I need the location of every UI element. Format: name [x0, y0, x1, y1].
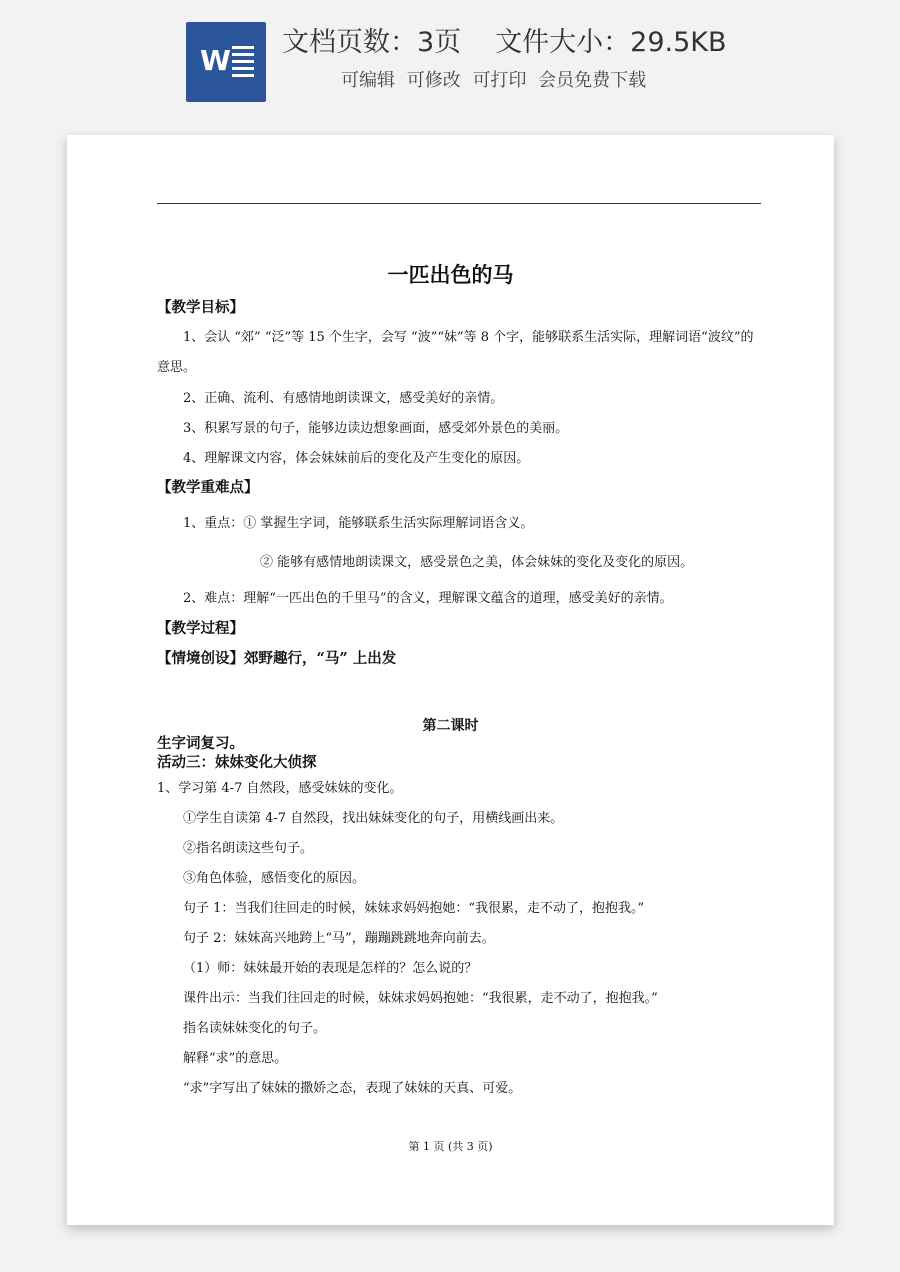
document-page: [67, 135, 834, 1225]
document-title: 一匹出色的马: [387, 262, 514, 287]
page-count: 文档页数：3页: [282, 27, 462, 58]
courseware-display: 课件出示：当我们往回走的时候，妹妹求妈妈抱她：“我很累，走不动了，抱抱我。”: [183, 991, 658, 1006]
sentence-1: 句子 1：当我们往回走的时候，妹妹求妈妈抱她：“我很累，走不动了，抱抱我。”: [183, 901, 645, 916]
feature-list: 可编辑 可修改 可打印 会员免费下载: [341, 70, 647, 91]
word-document-icon: [186, 22, 266, 102]
word-logo-letter: W: [200, 44, 231, 77]
page-footer: 第 1 页 (共 3 页): [408, 1140, 493, 1153]
lesson-heading: 第二课时: [422, 718, 479, 734]
sentence-2: 句子 2：妹妹高兴地跨上“马”，蹦蹦跳跳地奔向前去。: [183, 931, 495, 946]
step-1a: ①学生自读第 4-7 自然段，找出妹妹变化的句子，用横线画出来。: [183, 811, 564, 826]
header-banner: [0, 0, 900, 120]
key-point-2: 2、难点：理解“一匹出色的千里马”的含义，理解课文蕴含的道理，感受美好的亲情。: [183, 591, 673, 606]
activity-heading: 活动三：妹妹变化大侦探: [157, 754, 317, 771]
step-1c: ③角色体验，感悟变化的原因。: [183, 871, 366, 886]
file-size: 文件大小：29.5KB: [495, 27, 727, 58]
explanation-text: “求”字写出了妹妹的撒娇之态，表现了妹妹的天真、可爱。: [183, 1081, 522, 1096]
goal-3: 3、积累写景的句子，能够边读边想象画面，感受郊外景色的美丽。: [183, 421, 569, 436]
heading-goals: 【教学目标】: [157, 299, 244, 316]
heading-process: 【教学过程】: [157, 620, 244, 637]
heading-key-points: 【教学重难点】: [157, 479, 259, 496]
read-instruction: 指名读妹妹变化的句子。: [183, 1021, 327, 1036]
heading-scene: 【情境创设】郊野趣行，“马” 上出发: [157, 650, 397, 667]
goal-4: 4、理解课文内容，体会妹妹前后的变化及产生变化的原因。: [183, 451, 530, 466]
goal-2: 2、正确、流利、有感情地朗读课文，感受美好的亲情。: [183, 391, 504, 406]
step-1: 1、学习第 4-7 自然段，感受妹妹的变化。: [157, 781, 403, 796]
review-heading: 生字词复习。: [157, 735, 244, 752]
file-info: [282, 20, 727, 59]
key-point-1: 1、重点：① 掌握生字词，能够联系生活实际理解词语含义。: [183, 516, 534, 531]
document-lines-icon: [232, 46, 254, 81]
goal-1: 1、会认 “郊” “泛”等 15 个生字，会写 “波”“妹”等 8 个字，能够联系生活实际，理解词语“波纹”的意思。: [157, 330, 754, 375]
step-1b: ②指名朗读这些句子。: [183, 841, 314, 856]
explain-instruction: 解释“求”的意思。: [183, 1051, 288, 1066]
teacher-question: （1）师：妹妹最开始的表现是怎样的？怎么说的？: [183, 961, 478, 976]
header-rule: [157, 203, 761, 204]
key-point-1b: ② 能够有感情地朗读课文，感受景色之美，体会妹妹的变化及变化的原因。: [260, 555, 694, 570]
